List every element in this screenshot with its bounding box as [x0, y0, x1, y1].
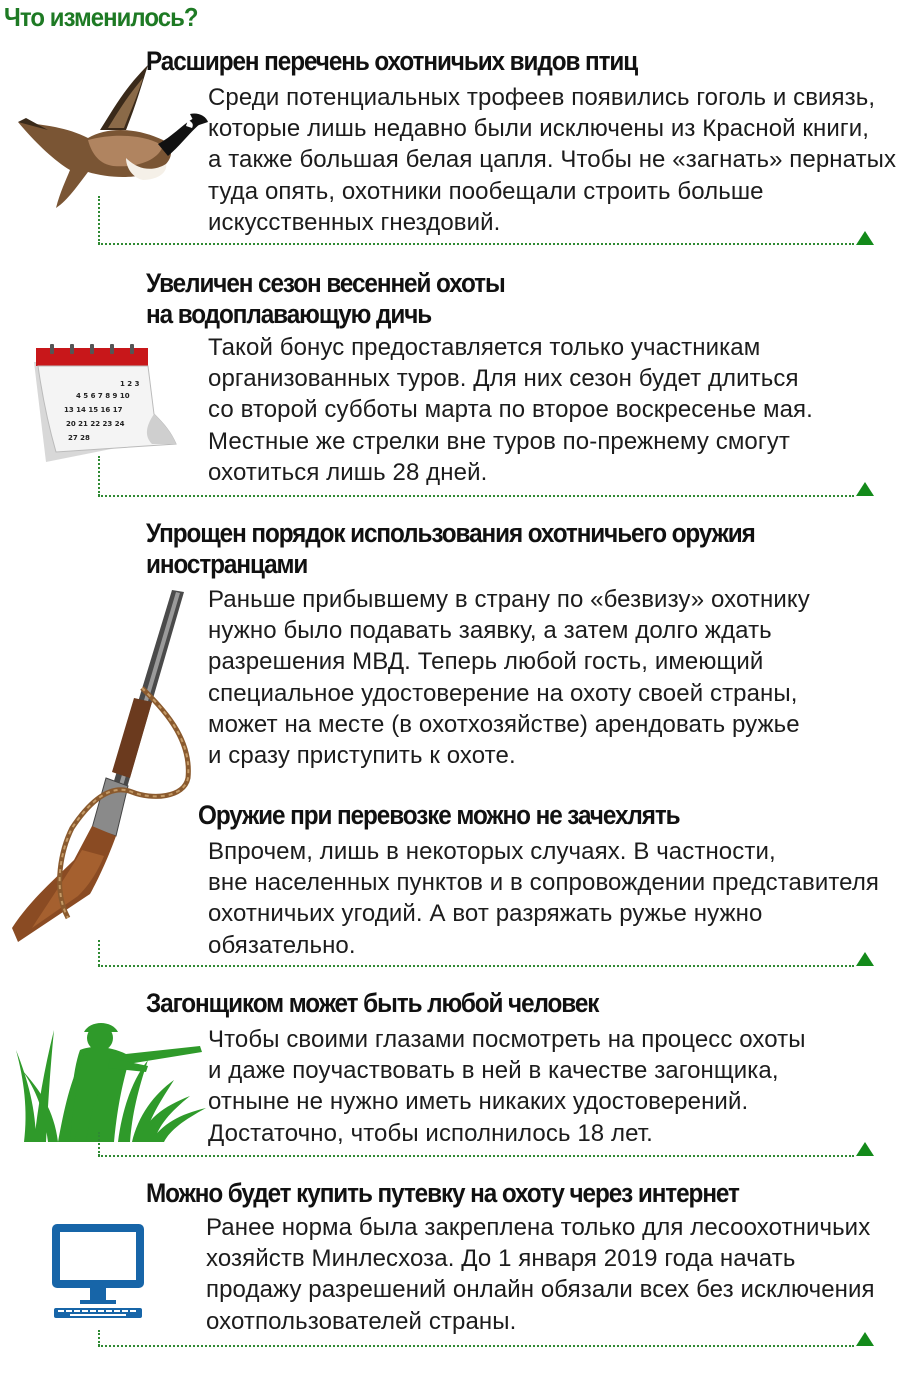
- section-heading-season: Увеличен сезон весенней охоты на водоплавающую дичь: [146, 268, 505, 329]
- svg-text:27 28: 27 28: [68, 434, 90, 442]
- calendar-icon: [26, 344, 196, 464]
- triangle-arrow-icon: [856, 952, 874, 966]
- section-heading-transport: Оружие при перевозке можно не зачехлять: [198, 800, 680, 830]
- section-heading-birds: Расширен перечень охотничьих видов птиц: [146, 46, 638, 76]
- divider-vertical: [98, 940, 100, 966]
- section-body-transport: Впрочем, лишь в некоторых случаях. В частности, вне населенных пунктов и в сопровождении представителя охотничьих угодий. А вот разряжать ружье нужно обязательно.: [208, 838, 880, 959]
- divider-vertical: [98, 1132, 100, 1156]
- section-body-birds: Среди потенциальных трофеев появились гоголь и свиязь, которые лишь недавно были исключены из Красной книги, а также большая белая цапля. Чтобы не «загнать» пернатых туда опять, охотники пообещали строить больше искусственных гнездовий.: [208, 84, 897, 236]
- goose-icon: [8, 60, 208, 210]
- section-body-season: Такой бонус предоставляется только участникам организованных туров. Для них сезон будет длиться со второй субботы марта по второе воскресенье мая. Местные же стрелки вне туров по-прежнему смогут охотиться лишь 28 дней.: [208, 334, 813, 486]
- divider-vertical: [98, 1330, 100, 1346]
- section-body-internet: Ранее норма была закреплена только для лесоохотничьих хозяйств Минлесхоза. До 1 января 2019 года начать продажу разрешений онлайн обязали всех без исключения охотпользователей страны.: [206, 1214, 875, 1335]
- divider-dotted: [98, 243, 854, 245]
- divider-dotted: [98, 965, 854, 967]
- divider-dotted: [98, 495, 854, 497]
- section-heading-beater: Загонщиком может быть любой человек: [146, 988, 599, 1018]
- hunter-icon: [14, 1010, 210, 1142]
- divider-vertical: [98, 456, 100, 496]
- svg-text:20 21 22 23 24: 20 21 22 23 24: [66, 420, 125, 428]
- page-title: Что изменилось?: [4, 2, 198, 32]
- section-body-beater: Чтобы своими глазами посмотреть на процесс охоты и даже поучаствовать в ней в качестве загонщика, отныне не нужно иметь никаких удостоверений. Достаточно, чтобы исполнилось 18 лет.: [208, 1026, 806, 1147]
- divider-dotted: [98, 1155, 854, 1157]
- triangle-arrow-icon: [856, 482, 874, 496]
- divider-vertical: [98, 196, 100, 244]
- rifle-icon: [12, 588, 212, 950]
- section-body-foreigners: Раньше прибывшему в страну по «безвизу» охотнику нужно было подавать заявку, а затем долго ждать разрешения МВД. Теперь любой гость, имеющий специальное удостоверение на охоту своей страны, может на месте (в охотхозяйстве) арендовать ружье и сразу приступить к охоте.: [208, 586, 810, 770]
- svg-text:1 2 3: 1 2 3: [120, 380, 140, 388]
- divider-dotted: [98, 1345, 854, 1347]
- computer-icon: [50, 1222, 150, 1322]
- svg-text:13 14 15 16 17: 13 14 15 16 17: [64, 406, 123, 414]
- triangle-arrow-icon: [856, 1142, 874, 1156]
- triangle-arrow-icon: [856, 231, 874, 245]
- section-heading-internet: Можно будет купить путевку на охоту через интернет: [146, 1178, 739, 1208]
- section-heading-foreigners: Упрощен порядок использования охотничьего оружия иностранцами: [146, 518, 755, 579]
- svg-text:4 5 6 7 8 9 10: 4 5 6 7 8 9 10: [76, 392, 130, 400]
- triangle-arrow-icon: [856, 1332, 874, 1346]
